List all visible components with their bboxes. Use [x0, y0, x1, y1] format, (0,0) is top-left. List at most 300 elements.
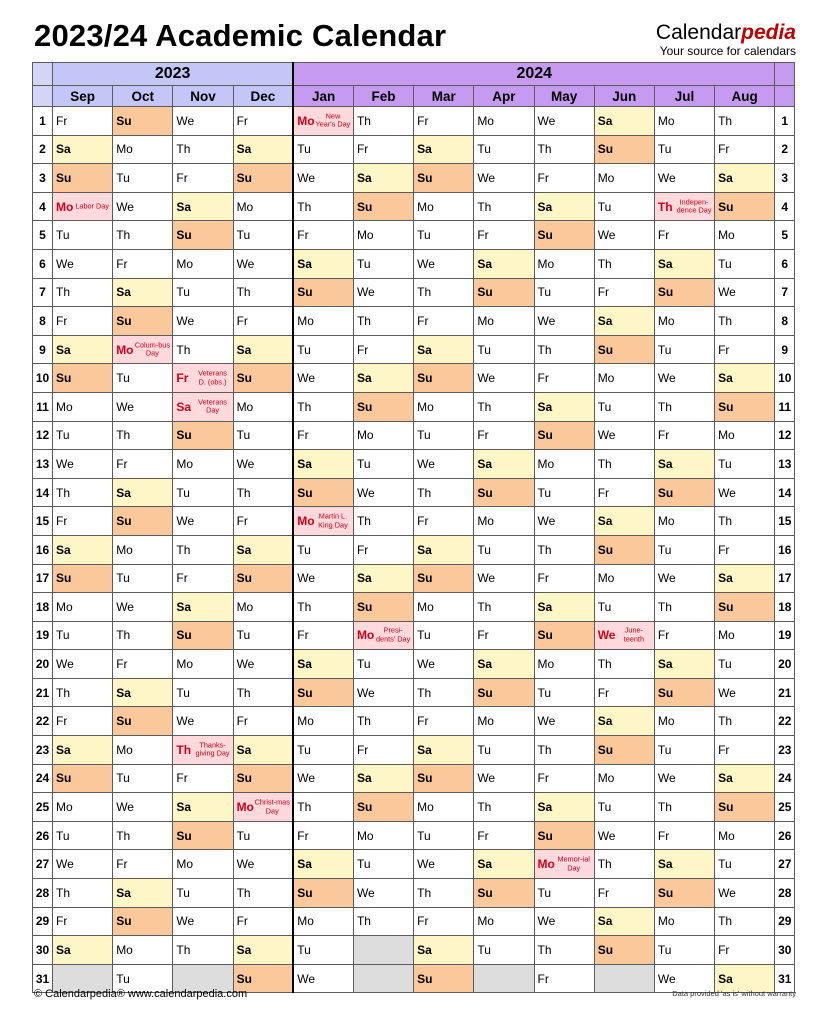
day-cell[interactable] [113, 764, 173, 793]
day-cell[interactable] [534, 221, 594, 250]
day-cell[interactable] [173, 535, 233, 564]
day-cell[interactable] [474, 249, 534, 278]
day-cell[interactable] [414, 107, 474, 136]
day-cell[interactable] [53, 650, 113, 679]
day-cell[interactable] [293, 135, 353, 164]
day-cell[interactable] [474, 221, 534, 250]
day-cell[interactable] [293, 907, 353, 936]
day-cell[interactable] [654, 793, 714, 822]
day-cell[interactable] [594, 535, 654, 564]
day-cell[interactable] [233, 907, 293, 936]
day-cell[interactable] [715, 135, 775, 164]
day-cell[interactable] [654, 850, 714, 879]
day-cell[interactable] [293, 564, 353, 593]
day-cell[interactable] [353, 821, 413, 850]
day-cell[interactable] [715, 192, 775, 221]
day-cell[interactable] [534, 421, 594, 450]
day-cell[interactable] [293, 821, 353, 850]
day-cell[interactable] [233, 164, 293, 193]
day-cell[interactable] [534, 621, 594, 650]
day-cell[interactable] [534, 364, 594, 393]
day-cell[interactable] [414, 335, 474, 364]
day-cell[interactable] [654, 307, 714, 336]
day-cell[interactable] [715, 678, 775, 707]
day-cell[interactable] [715, 564, 775, 593]
day-cell[interactable] [715, 450, 775, 479]
day-cell[interactable] [53, 249, 113, 278]
day-cell[interactable] [53, 364, 113, 393]
day-cell[interactable] [353, 793, 413, 822]
day-cell[interactable] [414, 936, 474, 965]
day-cell[interactable] [474, 764, 534, 793]
day-cell[interactable] [173, 650, 233, 679]
day-cell[interactable] [53, 907, 113, 936]
day-cell[interactable] [534, 164, 594, 193]
day-cell[interactable] [534, 564, 594, 593]
day-cell[interactable] [353, 678, 413, 707]
day-cell[interactable] [233, 564, 293, 593]
day-cell[interactable] [173, 278, 233, 307]
day-cell[interactable] [53, 564, 113, 593]
day-cell[interactable] [414, 821, 474, 850]
day-cell[interactable] [53, 764, 113, 793]
day-cell[interactable] [654, 736, 714, 765]
day-cell[interactable] [233, 650, 293, 679]
day-cell[interactable] [594, 478, 654, 507]
day-cell[interactable] [474, 821, 534, 850]
day-cell[interactable] [715, 650, 775, 679]
day-cell[interactable] [353, 879, 413, 908]
day-cell[interactable] [53, 678, 113, 707]
day-cell[interactable] [715, 392, 775, 421]
day-cell[interactable] [534, 450, 594, 479]
day-cell[interactable] [654, 450, 714, 479]
day-cell[interactable] [233, 707, 293, 736]
day-cell[interactable] [594, 249, 654, 278]
day-cell[interactable] [474, 907, 534, 936]
day-cell[interactable] [113, 821, 173, 850]
day-cell[interactable] [53, 221, 113, 250]
day-cell[interactable] [233, 879, 293, 908]
day-cell[interactable] [534, 593, 594, 622]
day-cell[interactable] [173, 421, 233, 450]
day-cell[interactable] [53, 621, 113, 650]
day-cell[interactable] [414, 764, 474, 793]
day-cell[interactable] [594, 707, 654, 736]
day-cell[interactable] [173, 307, 233, 336]
day-cell[interactable] [113, 192, 173, 221]
day-cell[interactable] [293, 107, 353, 136]
day-cell[interactable] [654, 650, 714, 679]
day-cell[interactable] [233, 249, 293, 278]
day-cell[interactable] [534, 478, 594, 507]
day-cell[interactable] [293, 249, 353, 278]
day-cell[interactable] [474, 421, 534, 450]
day-cell[interactable] [113, 392, 173, 421]
day-cell[interactable] [113, 707, 173, 736]
brand-logo[interactable] [656, 22, 796, 58]
day-cell[interactable] [414, 793, 474, 822]
day-cell[interactable] [594, 564, 654, 593]
day-cell[interactable] [594, 507, 654, 536]
day-cell[interactable] [173, 821, 233, 850]
day-cell[interactable] [534, 278, 594, 307]
day-cell[interactable] [113, 278, 173, 307]
day-cell[interactable] [715, 164, 775, 193]
day-cell[interactable] [113, 564, 173, 593]
day-cell[interactable] [474, 936, 534, 965]
day-cell[interactable] [173, 764, 233, 793]
day-cell[interactable] [353, 535, 413, 564]
day-cell[interactable] [173, 164, 233, 193]
day-cell[interactable] [53, 164, 113, 193]
day-cell[interactable] [113, 164, 173, 193]
day-cell[interactable] [353, 507, 413, 536]
day-cell[interactable] [654, 507, 714, 536]
day-cell[interactable] [594, 221, 654, 250]
day-cell[interactable] [715, 249, 775, 278]
day-cell[interactable] [293, 621, 353, 650]
day-cell[interactable] [353, 164, 413, 193]
day-cell[interactable] [53, 535, 113, 564]
day-cell[interactable] [594, 879, 654, 908]
day-cell[interactable] [293, 850, 353, 879]
day-cell[interactable] [233, 335, 293, 364]
day-cell[interactable] [113, 135, 173, 164]
day-cell[interactable] [414, 964, 474, 993]
day-cell[interactable] [353, 278, 413, 307]
day-cell[interactable] [233, 850, 293, 879]
day-cell[interactable] [233, 535, 293, 564]
day-cell[interactable] [173, 450, 233, 479]
day-cell[interactable] [233, 135, 293, 164]
day-cell[interactable] [654, 249, 714, 278]
day-cell[interactable] [293, 678, 353, 707]
day-cell[interactable] [293, 879, 353, 908]
day-cell[interactable] [654, 936, 714, 965]
day-cell[interactable] [715, 107, 775, 136]
day-cell[interactable] [474, 593, 534, 622]
day-cell[interactable] [594, 192, 654, 221]
day-cell[interactable] [293, 164, 353, 193]
day-cell[interactable] [53, 421, 113, 450]
day-cell[interactable] [594, 678, 654, 707]
day-cell[interactable] [594, 650, 654, 679]
day-cell[interactable] [594, 764, 654, 793]
day-cell[interactable] [715, 707, 775, 736]
day-cell[interactable] [293, 593, 353, 622]
day-cell[interactable] [594, 793, 654, 822]
day-cell[interactable] [594, 392, 654, 421]
day-cell[interactable] [173, 221, 233, 250]
day-cell[interactable] [474, 650, 534, 679]
day-cell[interactable] [293, 278, 353, 307]
day-cell[interactable] [353, 335, 413, 364]
day-cell[interactable] [53, 392, 113, 421]
day-cell[interactable] [654, 621, 714, 650]
day-cell[interactable] [534, 135, 594, 164]
day-cell[interactable] [293, 507, 353, 536]
day-cell[interactable] [353, 364, 413, 393]
day-cell[interactable] [173, 793, 233, 822]
day-cell[interactable] [654, 421, 714, 450]
day-cell[interactable] [173, 850, 233, 879]
day-cell[interactable] [293, 707, 353, 736]
day-cell[interactable] [53, 793, 113, 822]
day-cell[interactable] [414, 307, 474, 336]
day-cell[interactable] [474, 335, 534, 364]
day-cell[interactable] [233, 936, 293, 965]
day-cell[interactable] [293, 736, 353, 765]
day-cell[interactable] [534, 821, 594, 850]
day-cell[interactable] [414, 421, 474, 450]
day-cell[interactable] [293, 392, 353, 421]
day-cell[interactable] [414, 478, 474, 507]
day-cell[interactable] [173, 736, 233, 765]
day-cell[interactable] [53, 850, 113, 879]
day-cell[interactable] [534, 535, 594, 564]
day-cell[interactable] [173, 107, 233, 136]
day-cell[interactable] [474, 307, 534, 336]
day-cell[interactable] [113, 335, 173, 364]
day-cell[interactable] [233, 593, 293, 622]
day-cell[interactable] [53, 736, 113, 765]
day-cell[interactable] [715, 478, 775, 507]
day-cell[interactable] [353, 392, 413, 421]
day-cell[interactable] [534, 392, 594, 421]
day-cell[interactable] [414, 164, 474, 193]
day-cell[interactable] [474, 478, 534, 507]
day-cell[interactable] [654, 907, 714, 936]
day-cell[interactable] [113, 907, 173, 936]
day-cell[interactable] [534, 307, 594, 336]
day-cell[interactable] [654, 335, 714, 364]
day-cell[interactable] [353, 421, 413, 450]
day-cell[interactable] [173, 192, 233, 221]
day-cell[interactable] [173, 907, 233, 936]
day-cell[interactable] [534, 107, 594, 136]
day-cell[interactable] [715, 335, 775, 364]
day-cell[interactable] [113, 879, 173, 908]
day-cell[interactable] [474, 793, 534, 822]
day-cell[interactable] [474, 192, 534, 221]
day-cell[interactable] [414, 736, 474, 765]
day-cell[interactable] [113, 535, 173, 564]
day-cell[interactable] [293, 964, 353, 993]
day-cell[interactable] [113, 621, 173, 650]
day-cell[interactable] [293, 192, 353, 221]
day-cell[interactable] [594, 164, 654, 193]
day-cell[interactable] [715, 364, 775, 393]
day-cell[interactable] [173, 335, 233, 364]
day-cell[interactable] [173, 593, 233, 622]
day-cell[interactable] [474, 678, 534, 707]
day-cell[interactable] [293, 936, 353, 965]
day-cell[interactable] [173, 621, 233, 650]
day-cell[interactable] [534, 192, 594, 221]
day-cell[interactable] [113, 307, 173, 336]
day-cell[interactable] [414, 650, 474, 679]
day-cell[interactable] [173, 364, 233, 393]
day-cell[interactable] [353, 850, 413, 879]
day-cell[interactable] [173, 678, 233, 707]
day-cell[interactable] [474, 621, 534, 650]
day-cell[interactable] [715, 307, 775, 336]
day-cell[interactable] [474, 278, 534, 307]
day-cell[interactable] [594, 307, 654, 336]
day-cell[interactable] [173, 507, 233, 536]
day-cell[interactable] [353, 478, 413, 507]
day-cell[interactable] [715, 535, 775, 564]
day-cell[interactable] [715, 936, 775, 965]
day-cell[interactable] [654, 192, 714, 221]
day-cell[interactable] [414, 678, 474, 707]
day-cell[interactable] [715, 879, 775, 908]
day-cell[interactable] [474, 364, 534, 393]
day-cell[interactable] [534, 850, 594, 879]
day-cell[interactable] [53, 821, 113, 850]
day-cell[interactable] [594, 821, 654, 850]
day-cell[interactable] [414, 507, 474, 536]
day-cell[interactable] [414, 907, 474, 936]
day-cell[interactable] [53, 278, 113, 307]
day-cell[interactable] [353, 307, 413, 336]
day-cell[interactable] [414, 564, 474, 593]
day-cell[interactable] [654, 535, 714, 564]
day-cell[interactable] [534, 507, 594, 536]
day-cell[interactable] [474, 707, 534, 736]
day-cell[interactable] [474, 564, 534, 593]
day-cell[interactable] [654, 392, 714, 421]
day-cell[interactable] [293, 650, 353, 679]
day-cell[interactable] [353, 450, 413, 479]
day-cell[interactable] [474, 535, 534, 564]
day-cell[interactable] [233, 107, 293, 136]
day-cell[interactable] [353, 707, 413, 736]
day-cell[interactable] [474, 850, 534, 879]
day-cell[interactable] [654, 707, 714, 736]
day-cell[interactable] [113, 249, 173, 278]
day-cell[interactable] [715, 850, 775, 879]
day-cell[interactable] [715, 907, 775, 936]
day-cell[interactable] [53, 478, 113, 507]
day-cell[interactable] [654, 364, 714, 393]
day-cell[interactable] [53, 707, 113, 736]
day-cell[interactable] [233, 421, 293, 450]
day-cell[interactable] [353, 764, 413, 793]
day-cell[interactable] [474, 736, 534, 765]
day-cell[interactable] [474, 507, 534, 536]
day-cell[interactable] [353, 593, 413, 622]
day-cell[interactable] [654, 593, 714, 622]
day-cell[interactable] [353, 650, 413, 679]
day-cell[interactable] [414, 879, 474, 908]
day-cell[interactable] [113, 793, 173, 822]
day-cell[interactable] [654, 164, 714, 193]
day-cell[interactable] [414, 707, 474, 736]
day-cell[interactable] [654, 879, 714, 908]
day-cell[interactable] [654, 764, 714, 793]
day-cell[interactable] [534, 650, 594, 679]
day-cell[interactable] [113, 421, 173, 450]
day-cell[interactable] [715, 764, 775, 793]
day-cell[interactable] [53, 335, 113, 364]
day-cell[interactable] [474, 392, 534, 421]
day-cell[interactable] [534, 764, 594, 793]
day-cell[interactable] [233, 678, 293, 707]
day-cell[interactable] [113, 850, 173, 879]
day-cell[interactable] [414, 364, 474, 393]
day-cell[interactable] [113, 936, 173, 965]
day-cell[interactable] [353, 736, 413, 765]
day-cell[interactable] [113, 364, 173, 393]
day-cell[interactable] [414, 249, 474, 278]
day-cell[interactable] [594, 335, 654, 364]
day-cell[interactable] [53, 450, 113, 479]
day-cell[interactable] [715, 736, 775, 765]
day-cell[interactable] [594, 278, 654, 307]
day-cell[interactable] [715, 421, 775, 450]
day-cell[interactable] [594, 450, 654, 479]
day-cell[interactable] [534, 249, 594, 278]
day-cell[interactable] [654, 478, 714, 507]
day-cell[interactable] [715, 507, 775, 536]
day-cell[interactable] [53, 507, 113, 536]
day-cell[interactable] [534, 879, 594, 908]
day-cell[interactable] [113, 736, 173, 765]
day-cell[interactable] [414, 850, 474, 879]
day-cell[interactable] [594, 621, 654, 650]
day-cell[interactable] [474, 164, 534, 193]
day-cell[interactable] [293, 364, 353, 393]
day-cell[interactable] [233, 192, 293, 221]
day-cell[interactable] [414, 621, 474, 650]
day-cell[interactable] [594, 907, 654, 936]
day-cell[interactable] [173, 879, 233, 908]
day-cell[interactable] [53, 192, 113, 221]
day-cell[interactable] [353, 192, 413, 221]
day-cell[interactable] [654, 678, 714, 707]
day-cell[interactable] [414, 278, 474, 307]
day-cell[interactable] [173, 392, 233, 421]
day-cell[interactable] [474, 450, 534, 479]
day-cell[interactable] [534, 335, 594, 364]
day-cell[interactable] [534, 678, 594, 707]
day-cell[interactable] [534, 736, 594, 765]
day-cell[interactable] [113, 107, 173, 136]
day-cell[interactable] [414, 221, 474, 250]
day-cell[interactable] [594, 364, 654, 393]
day-cell[interactable] [534, 793, 594, 822]
day-cell[interactable] [594, 850, 654, 879]
day-cell[interactable] [233, 507, 293, 536]
day-cell[interactable] [113, 678, 173, 707]
day-cell[interactable] [53, 107, 113, 136]
day-cell[interactable] [233, 821, 293, 850]
day-cell[interactable] [233, 278, 293, 307]
day-cell[interactable] [173, 478, 233, 507]
day-cell[interactable] [53, 936, 113, 965]
day-cell[interactable] [414, 192, 474, 221]
day-cell[interactable] [113, 593, 173, 622]
day-cell[interactable] [353, 135, 413, 164]
day-cell[interactable] [715, 221, 775, 250]
day-cell[interactable] [53, 307, 113, 336]
day-cell[interactable] [654, 564, 714, 593]
day-cell[interactable] [353, 907, 413, 936]
day-cell[interactable] [594, 936, 654, 965]
day-cell[interactable] [113, 478, 173, 507]
